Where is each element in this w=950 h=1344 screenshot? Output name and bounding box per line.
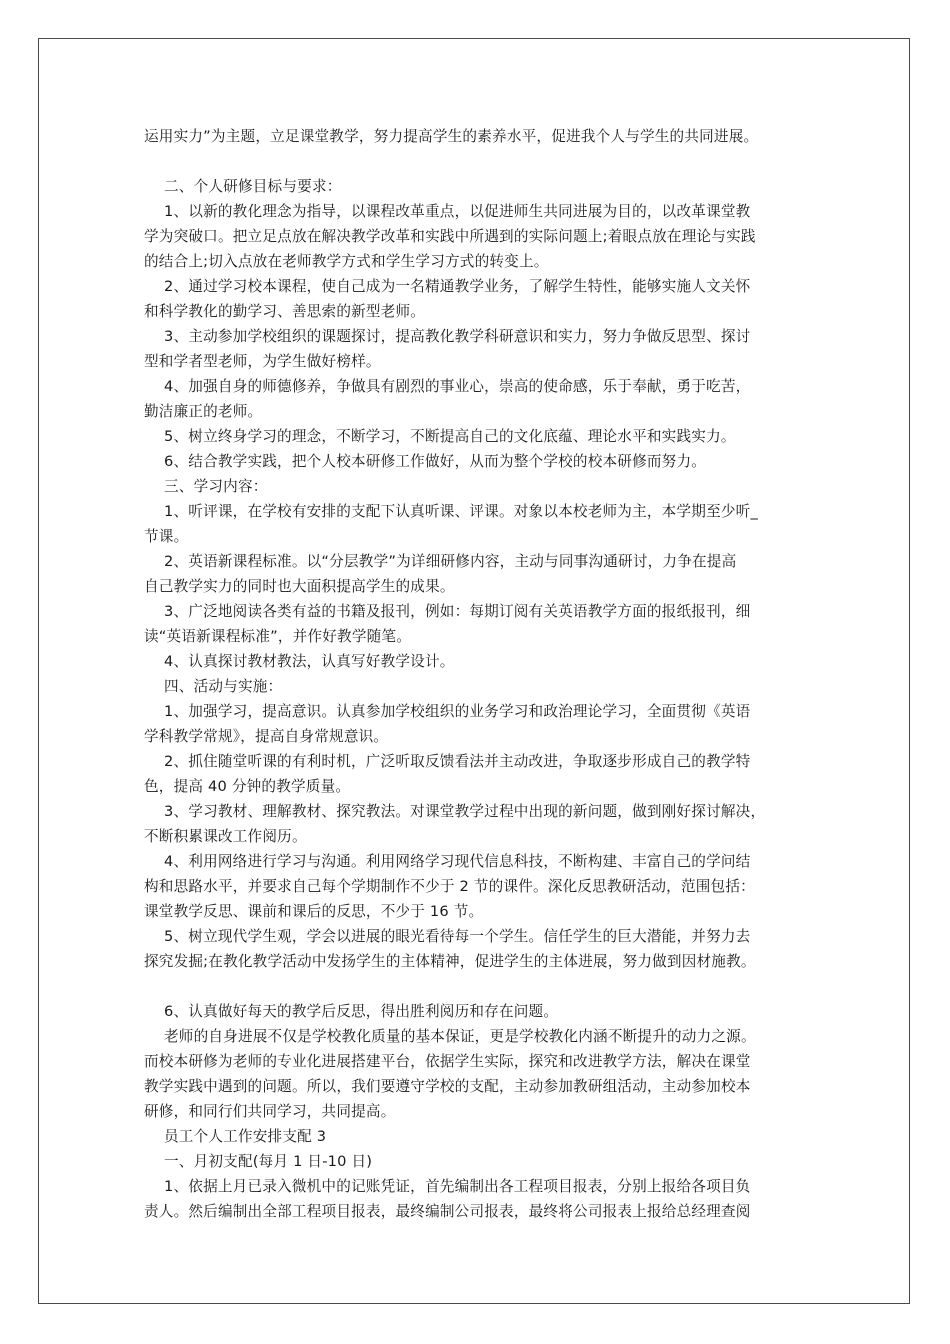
text-line: 3、主动参加学校组织的课题探讨，提高教化教学科研意识和实力，努力争做反思型、探讨 (164, 328, 751, 345)
text-line: 3、广泛地阅读各类有益的书籍及报刊，例如：每期订阅有关英语教学方面的报纸报刊，细 (164, 603, 751, 620)
text-line: 5、树立现代学生观，学会以进展的眼光看待每一个学生。信任学生的巨大潜能，并努力去 (164, 928, 751, 945)
text-line: 不断积累课改工作阅历。 (144, 828, 307, 845)
text-line: 和科学教化的勤学习、善思索的新型老师。 (144, 303, 426, 320)
text-line: 型和学者型老师，为学生做好榜样。 (144, 353, 381, 370)
text-line: 1、以新的教化理念为指导，以课程改革重点，以促进师生共同进展为目的，以改革课堂教 (164, 203, 751, 220)
section-heading: 一、月初支配(每月 1 日-10 日) (164, 1153, 373, 1170)
text-line: 而校本研修为老师的专业化进展搭建平台，依据学生实际，探究和改进教学方法，解决在课堂 (144, 1053, 751, 1070)
text-line: 5、树立终身学习的理念，不断学习，不断提高自己的文化底蕴、理论水平和实践实力。 (164, 428, 736, 445)
text-line: 学科教学常规》，提高自身常规意识。 (144, 728, 389, 745)
text-line: 运用实力”为主题，立足课堂教学，努力提高学生的素养水平，促进我个人与学生的共同进展。 (144, 128, 759, 145)
text-line: 学为突破口。把立足点放在解决教学改革和实践中所遇到的实际问题上;着眼点放在理论与实践 (144, 228, 756, 245)
text-line: 3、学习教材、理解教材、探究教法。对课堂教学过程中出现的新问题，做到刚好探讨解决， (164, 803, 766, 820)
blank-line (144, 149, 814, 174)
text-line: 课堂教学反思、课前和课后的反思，不少于 16 节。 (144, 903, 484, 920)
text-line: 勤洁廉正的老师。 (144, 403, 263, 420)
text-line: 老师的自身进展不仅是学校教化质量的基本保证，更是学校教化内涵不断提升的动力之源。 (164, 1028, 756, 1045)
text-line: 4、认真探讨教材教法，认真写好教学设计。 (164, 653, 455, 670)
text-line: 6、结合教学实践，把个人校本研修工作做好，从而为整个学校的校本研修而努力。 (164, 453, 707, 470)
text-line: 教学实践中遇到的问题。所以，我们要遵守学校的支配，主动参加教研组活动，主动参加校本 (144, 1078, 751, 1095)
text-line: 1、加强学习，提高意识。认真参加学校组织的业务学习和政治理论学习，全面贯彻《英语 (164, 703, 751, 720)
section-heading: 四、活动与实施： (164, 678, 283, 695)
section-heading: 三、学习内容： (164, 478, 268, 495)
section-heading: 二、个人研修目标与要求： (164, 178, 342, 195)
text-line: 6、认真做好每天的教学后反思，得出胜利阅历和存在问题。 (164, 1003, 559, 1020)
text-line: 2、英语新课程标准。以“分层教学”为详细研修内容，主动与同事沟通研讨，力争在提高 (164, 553, 737, 570)
text-line: 探究发掘;在教化教学活动中发扬学生的主体精神，促进学生的主体进展，努力做到因材施教。 (144, 953, 756, 970)
text-line: 的结合上;切入点放在老师教学方式和学生学习方式的转变上。 (144, 253, 549, 270)
document-heading: 员工个人工作安排支配 3 (164, 1128, 327, 1145)
text-line: 2、通过学习校本课程，使自己成为一名精通教学业务，了解学生特性，能够实施人文关怀 (164, 278, 751, 295)
text-line: 4、加强自身的师德修养，争做具有剧烈的事业心，崇高的使命感，乐于奉献，勇于吃苦， (164, 378, 751, 395)
text-line: 节课。 (144, 528, 189, 545)
text-line: 构和思路水平，并要求自己每个学期制作不少于 2 节的课件。深化反思教研活动，范围包括： (144, 878, 755, 895)
document-body (144, 124, 814, 1224)
text-line: 色，提高 40 分钟的教学质量。 (144, 778, 351, 795)
text-line: 自己教学实力的同时也大面积提高学生的成果。 (144, 578, 455, 595)
text-line: 4、利用网络进行学习与沟通。利用网络学习现代信息科技，不断构建、丰富自己的学问结 (164, 853, 751, 870)
text-line: 研修，和同行们共同学习，共同提高。 (144, 1103, 396, 1120)
text-line: 1、听评课，在学校有安排的支配下认真听课、评课。对象以本校老师为主，本学期至少听_ (164, 503, 758, 520)
blank-line (144, 974, 814, 999)
text-line: 责人。然后编制出全部工程项目报表，最终编制公司报表，最终将公司报表上报给总经理查阅 (144, 1203, 751, 1220)
text-line: 1、依据上月已录入微机中的记账凭证，首先编制出各工程项目报表，分别上报给各项目负 (164, 1178, 751, 1195)
text-line: 2、抓住随堂听课的有利时机，广泛听取反馈看法并主动改进，争取逐步形成自己的教学特 (164, 753, 751, 770)
text-line: 读“英语新课程标准”，并作好教学随笔。 (144, 628, 412, 645)
